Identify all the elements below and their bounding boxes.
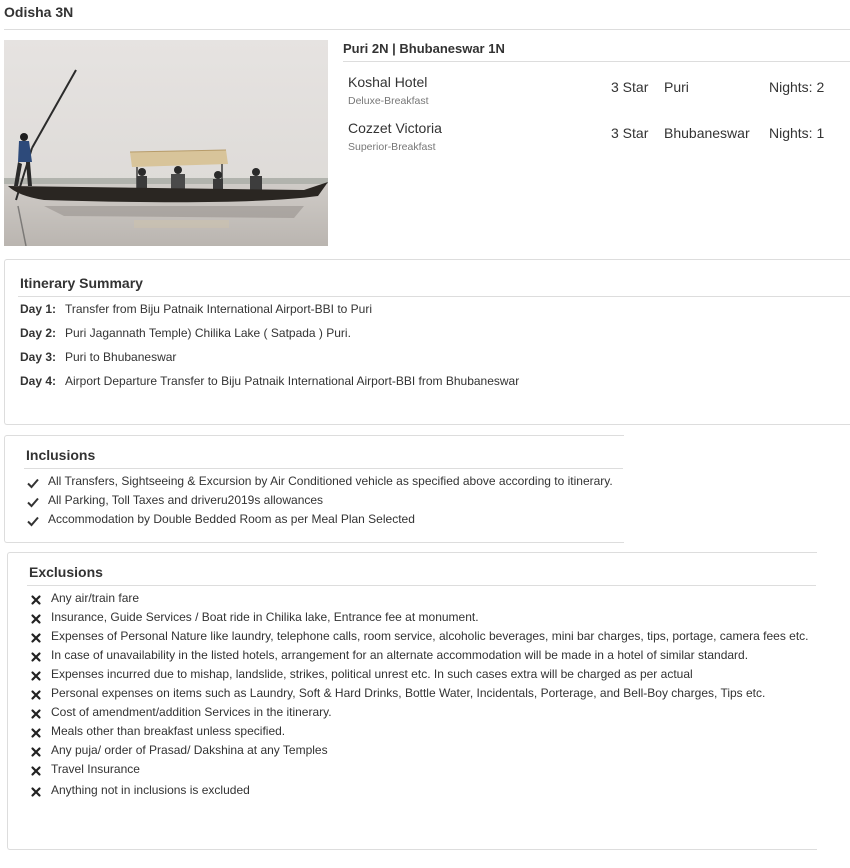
itinerary-day [20, 302, 372, 316]
exclusion-item [29, 762, 140, 776]
hotel-city: Bhubaneswar [664, 125, 750, 141]
exclusion-item [29, 743, 328, 757]
cross-icon [29, 726, 43, 740]
itinerary-day [20, 326, 351, 340]
hotel-city: Puri [664, 79, 689, 95]
boat-lake-image [4, 40, 328, 246]
inclusion-item [26, 493, 323, 507]
checkmark-icon [26, 476, 40, 490]
exclusion-item [29, 629, 809, 643]
itinerary-summary-title: Itinerary Summary [20, 275, 143, 291]
package-title-divider [4, 29, 850, 30]
exclusion-item [29, 667, 693, 681]
hotel-name: Cozzet Victoria [348, 120, 442, 136]
cross-icon [29, 745, 43, 759]
hotel-nights: Nights: 1 [769, 125, 825, 141]
exclusion-text: Insurance, Guide Services / Boat ride in Chilika lake, Entrance fee at monument. [51, 610, 479, 624]
day-label: Day 4: [20, 374, 57, 388]
inclusions-divider [24, 468, 623, 469]
itinerary-day [20, 374, 519, 388]
exclusion-text: Anything not in inclusions is excluded [51, 783, 250, 797]
exclusion-item [29, 783, 250, 797]
route-title: Puri 2N | Bhubaneswar 1N [343, 41, 505, 56]
exclusion-text: Cost of amendment/addition Services in the itinerary. [51, 705, 332, 719]
checkmark-icon [26, 495, 40, 509]
hotel-row [348, 74, 850, 110]
hotel-meal-plan: Superior-Breakfast [348, 141, 436, 153]
day-description: Puri to Bhubaneswar [65, 350, 177, 364]
inclusions-title: Inclusions [26, 447, 96, 463]
exclusion-item [29, 705, 332, 719]
inclusion-text: All Parking, Toll Taxes and driveru2019s allowances [48, 493, 324, 507]
inclusion-item [26, 512, 415, 526]
itinerary-divider [18, 296, 850, 297]
exclusion-item [29, 686, 765, 700]
exclusion-text: Travel Insurance [51, 762, 140, 776]
exclusion-item [29, 591, 139, 605]
exclusions-title: Exclusions [29, 564, 103, 580]
hotel-star-rating: 3 Star [611, 79, 649, 95]
day-label: Day 1: [20, 302, 57, 316]
exclusion-item [29, 648, 748, 662]
package-photo [4, 40, 328, 246]
hotel-row [348, 120, 850, 156]
cross-icon [29, 688, 43, 702]
inclusion-text: All Transfers, Sightseeing & Excursion by Air Conditioned vehicle as specified above according to itinerary. [48, 474, 613, 488]
cross-icon [29, 785, 43, 799]
exclusion-text: Meals other than breakfast unless specified. [51, 724, 286, 738]
cross-icon [29, 650, 43, 664]
itinerary-day [20, 350, 176, 364]
inclusion-text: Accommodation by Double Bedded Room as per Meal Plan Selected [48, 512, 415, 526]
day-description: Transfer from Biju Patnaik International Airport-BBI to Puri [65, 302, 373, 316]
exclusion-text: Any air/train fare [51, 591, 140, 605]
hotel-name: Koshal Hotel [348, 74, 428, 90]
exclusions-divider [27, 585, 816, 586]
day-label: Day 2: [20, 326, 57, 340]
exclusion-text: Any puja/ order of Prasad/ Dakshina at any Temples [51, 743, 328, 757]
checkmark-icon [26, 514, 40, 528]
cross-icon [29, 669, 43, 683]
exclusion-text: Personal expenses on items such as Laundry, Soft & Hard Drinks, Bottle Water, Incidentals, Porterage, and Bell-Boy charges, Tips etc. [51, 686, 766, 700]
exclusion-text: Expenses incurred due to mishap, landslide, strikes, political unrest etc. In such cases extra will be charged as per actual [51, 667, 693, 681]
cross-icon [29, 707, 43, 721]
exclusion-item [29, 610, 479, 624]
day-description: Puri Jagannath Temple) Chilika Lake ( Satpada ) Puri. [65, 326, 351, 340]
cross-icon [29, 764, 43, 778]
hotel-nights: Nights: 2 [769, 79, 825, 95]
inclusion-item [26, 474, 613, 488]
cross-icon [29, 631, 43, 645]
cross-icon [29, 612, 43, 626]
inclusions-panel [4, 435, 624, 543]
cross-icon [29, 593, 43, 607]
package-title: Odisha 3N [4, 4, 74, 20]
exclusion-text: In case of unavailability in the listed hotels, arrangement for an alternate accommodation will be made in a hotel of similar standard. [51, 648, 749, 662]
route-title-divider [343, 61, 850, 62]
day-description: Airport Departure Transfer to Biju Patnaik International Airport-BBI from Bhubaneswar [65, 374, 520, 388]
hotel-star-rating: 3 Star [611, 125, 649, 141]
exclusion-item [29, 724, 285, 738]
hotel-meal-plan: Deluxe-Breakfast [348, 95, 429, 107]
exclusion-text: Expenses of Personal Nature like laundry, telephone calls, room service, alcoholic beverages, mini bar charges, tips, portage, camera fees etc. [51, 629, 809, 643]
day-label: Day 3: [20, 350, 57, 364]
